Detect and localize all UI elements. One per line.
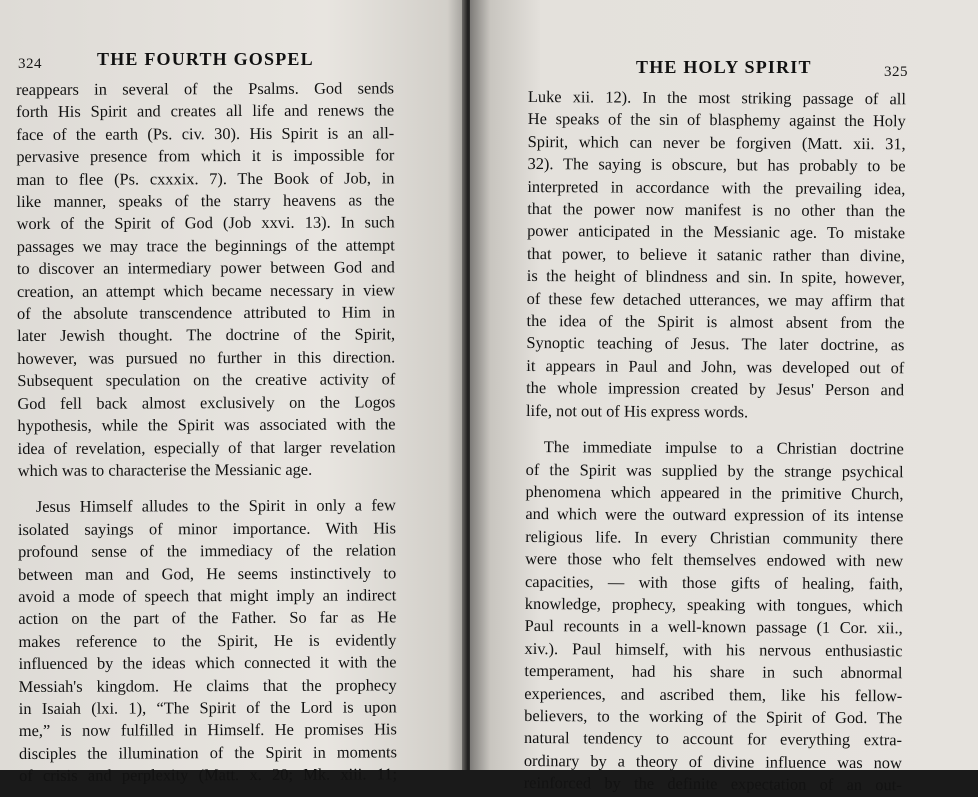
- text-line: and which were the outward expression of its intense: [525, 504, 904, 526]
- text-line: Spirit, which can never be forgiven (Matt. xii. 31,: [527, 131, 906, 154]
- text-line: to discover an intermediary power between God and: [16, 257, 395, 279]
- text-line: Subsequent speculation on the creative activity of: [17, 369, 396, 391]
- text-line: He speaks of the sin of blasphemy against the Holy: [527, 109, 906, 131]
- text-line: is the height of blindness and sin. In spite, however,: [526, 266, 905, 288]
- text-line: of these few detached utterances, we may affirm that: [526, 288, 905, 310]
- text-line: forth His Spirit and creates all life and renews the: [16, 100, 395, 122]
- text-line: that power, to believe it satanic rather than divine,: [526, 243, 906, 266]
- right-body-text: [524, 86, 906, 797]
- text-line: passages we may trace the beginnings of the attempt: [16, 235, 395, 256]
- left-body-text: [16, 77, 397, 787]
- text-line: Messiah's kingdom. He claims that the prophecy: [18, 674, 397, 696]
- text-line: religious life. In every Christian community there: [525, 526, 904, 549]
- right-running-title: THE HOLY SPIRIT: [636, 57, 812, 77]
- text-line: phenomena which appeared in the primitive Church,: [525, 481, 904, 504]
- text-line: reinforced by the definite expectation of an out-: [523, 773, 902, 795]
- paragraph: [526, 86, 906, 424]
- text-line: God fell back almost exclusively on the Logos: [17, 392, 396, 413]
- text-line: Jesus Himself alludes to the Spirit in only a few: [35, 495, 396, 517]
- text-line: experiences, and ascribed them, like his fellow-: [524, 683, 903, 705]
- text-line: avoid a mode of speech that might imply an indirect: [18, 585, 397, 606]
- text-line: however, was pursued no further in this direction.: [17, 347, 396, 368]
- text-line: action on the part of the Father. So far as He: [18, 607, 397, 629]
- text-line: profound sense of the immediacy of the relation: [18, 540, 397, 562]
- text-line: like manner, speaks of the starry heavens as the: [16, 190, 395, 212]
- text-line: in Isaiah (lxi. 1), “The Spirit of the Lord is upon: [18, 697, 397, 718]
- text-line: of the Spirit was supplied by the strange psychical: [525, 459, 904, 481]
- text-line: me,” is now fulfilled in Himself. He promises His: [18, 719, 397, 741]
- text-line: Paul recounts in a well-known passage (1 Cor. xii.,: [524, 616, 903, 638]
- text-line: it appears in Paul and John, was developed out of: [526, 355, 905, 378]
- text-line: of crisis and perplexity (Matt. x. 20; Mk. xiii. 11;: [18, 764, 398, 786]
- text-line: The immediate impulse to a Christian doctrine: [543, 437, 904, 459]
- text-line: man to flee (Ps. cxxxix. 7). The Book of Job, in: [16, 167, 395, 189]
- text-line: life, not out of His express words.: [525, 400, 749, 422]
- left-running-title: THE FOURTH GOSPEL: [97, 49, 314, 69]
- text-line: were those who felt themselves endowed with new: [525, 549, 904, 571]
- text-line: the whole impression created by Jesus' Person and: [526, 378, 905, 400]
- right-page-number: 325: [884, 64, 908, 80]
- left-page: [0, 0, 466, 786]
- text-line: the idea of the Spirit is almost absent from the: [526, 311, 905, 333]
- text-line: temperament, had his share in such abnormal: [524, 661, 903, 683]
- text-line: hypothesis, while the Spirit was associated with the: [17, 414, 396, 436]
- text-line: which was to characterise the Messianic age.: [17, 459, 313, 480]
- text-line: 32). The saying is obscure, but has probably to be: [527, 154, 906, 176]
- text-line: isolated sayings of minor importance. With His: [17, 518, 397, 539]
- text-line: capacities, — with those gifts of healing, faith,: [524, 571, 904, 593]
- paragraph: [18, 495, 397, 788]
- left-page-number: 324: [18, 56, 42, 72]
- text-line: face of the earth (Ps. civ. 30). His Spirit is an all-: [16, 123, 395, 144]
- text-line: power anticipated in the Messianic age. To mistake: [527, 221, 906, 243]
- text-line: interpreted in accordance with the prevailing idea,: [527, 176, 906, 198]
- text-line: influenced by the ideas which connected it with the: [18, 652, 397, 674]
- text-line: pervasive presence from which it is impossible for: [16, 145, 395, 167]
- text-line: xiv.). Paul himself, with his nervous enthusiastic: [524, 638, 903, 661]
- text-line: believers, to the working of the Spirit of God. The: [524, 705, 903, 728]
- text-line: work of the Spirit of God (Job xxvi. 13). In such: [16, 212, 395, 234]
- text-line: reappears in several of the Psalms. God sends: [16, 78, 395, 99]
- text-line: ordinary by a theory of divine influence was now: [523, 750, 902, 773]
- text-line: that the power now manifest is no other than the: [527, 199, 906, 221]
- text-line: idea of revelation, especially of that larger revelation: [17, 436, 396, 458]
- text-line: Synoptic teaching of Jesus. The later doctrine, as: [526, 333, 905, 355]
- text-line: creation, an attempt which became necessary in view: [16, 280, 395, 301]
- text-line: later Jewish thought. The doctrine of the Spirit,: [17, 324, 396, 346]
- text-line: of the absolute transcendence attributed to Him in: [16, 302, 396, 324]
- text-line: Luke xii. 12). In the most striking passage of all: [527, 86, 906, 109]
- text-line: between man and God, He seems instinctively to: [18, 562, 397, 584]
- text-line: knowledge, prophecy, speaking with tongues, which: [524, 593, 903, 616]
- text-line: disciples the illumination of the Spirit in moments: [18, 742, 397, 763]
- paragraph: [524, 436, 904, 797]
- text-line: makes reference to the Spirit, He is evidently: [18, 630, 397, 651]
- text-line: natural tendency to account for everything extra-: [523, 728, 903, 750]
- paragraph: [16, 77, 396, 482]
